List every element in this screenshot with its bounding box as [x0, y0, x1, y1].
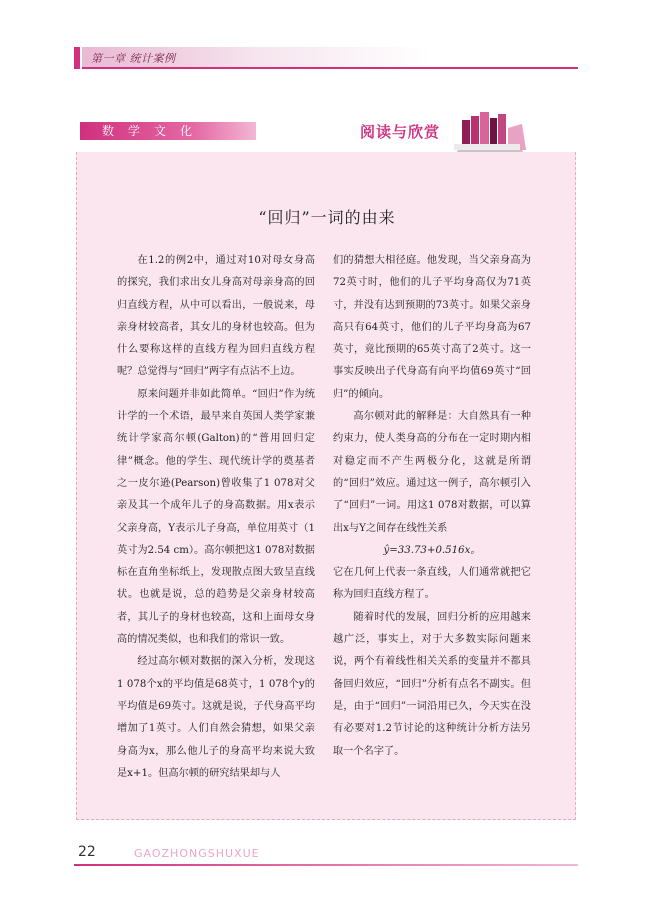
- article-paragraph: 在1.2的例2中，通过对10对母女身高的探究，我们求出女儿身高对母亲身高的回归直线方程，从中可以看出，一般说来，母亲身材较高者，其女儿的身材也较高。但为什么要称这样的直线方程为回归直线方程呢？总觉得与“回归”两字有点沾不上边。: [117, 255, 315, 378]
- footer-brand: GAOZHONGSHUXUE: [134, 847, 260, 860]
- article-paragraph: 们的猜想大相径庭。他发现，当父亲身高为72英寸时，他们的儿子平均身高仅为71英寸，并没有达到预期的73英寸。如果父亲身高只有64英寸，他们的儿子平均身高为67英寸，竟比预期的65英寸高了2英寸。这一事实反映出子代身高有向平均值69英寸“回归”的倾向。: [333, 255, 531, 400]
- article-paragraph: 它在几何上代表一条直线，人们通常就把它称为回归直线方程了。: [333, 567, 531, 601]
- footer-rule: [74, 864, 578, 866]
- chapter-header: [74, 47, 578, 69]
- article-paragraph: 随着时代的发展，回归分析的应用越来越广泛，事实上，对于大多数实际问题来说，两个有着线性相关关系的变量并不都具备回归效应，“回归”分析有点名不副实。但是，由于“回归”一词沿用已久，今天实在没有必要对1.2节讨论的这种统计分析方法另取一个名字了。: [333, 611, 531, 757]
- chapter-title: 第一章 统计案例: [91, 52, 176, 65]
- article-paragraph: 高尔顿对此的解释是：大自然具有一种约束力，使人类身高的分布在一定时期内相对稳定而不产生两极分化，这就是所谓的“回归”效应。通过这一例子，高尔顿引入了“回归”一词。用这1 078对数据，可以算出x与Y之间存在线性关系: [333, 411, 531, 534]
- chapter-accent-bar: [74, 47, 80, 69]
- article-paragraph: 原来问题并非如此简单。“回归”作为统计学的一个术语，最早来自英国人类学家兼统计学家高尔顿(Galton)的“普用回归定律”概念。他的学生、现代统计学的奠基者之一皮尔逊(Pearson)曾收集了1 078对父亲及其一个成年儿子的身高数据。用x表示父亲身高，Y表示儿子身高，单位用英寸（1英寸为2.54 cm）。高尔顿把这1 078对数据标在直角坐标纸上，发现散点图大致呈直线状。也就是说，总的趋势是父亲身材较高者，其儿子的身材也较高，这和上面母女身高的情况类似，也和我们的常识一致。: [117, 388, 315, 646]
- article-title: “回归”一词的由来: [258, 208, 396, 227]
- section-banner: [74, 118, 578, 152]
- reading-appreciation-title: 阅读与欣赏: [360, 123, 441, 141]
- page-number: 22: [78, 844, 96, 860]
- math-culture-tab: [80, 122, 256, 140]
- article-paragraph: 经过高尔顿对数据的深入分析，发现这1 078个x的平均值是68英寸，1 078个y的平均值是69英寸。这就是说，子代身高平均增加了1英寸。人们自然会猜想，如果父亲身高为x，那么他儿子的身高平均来说大致是x+1。但高尔顿的研究结果却与人: [117, 656, 315, 779]
- article-panel: [76, 152, 576, 820]
- page-footer: [74, 842, 578, 866]
- article-left-column: [117, 250, 315, 785]
- math-culture-label: 数学文化: [102, 124, 207, 138]
- chapter-header-rule: [82, 67, 578, 69]
- article-right-column: [333, 250, 531, 763]
- books-icon: [452, 106, 528, 158]
- regression-formula: ŷ=33.73+0.516x。: [383, 544, 481, 556]
